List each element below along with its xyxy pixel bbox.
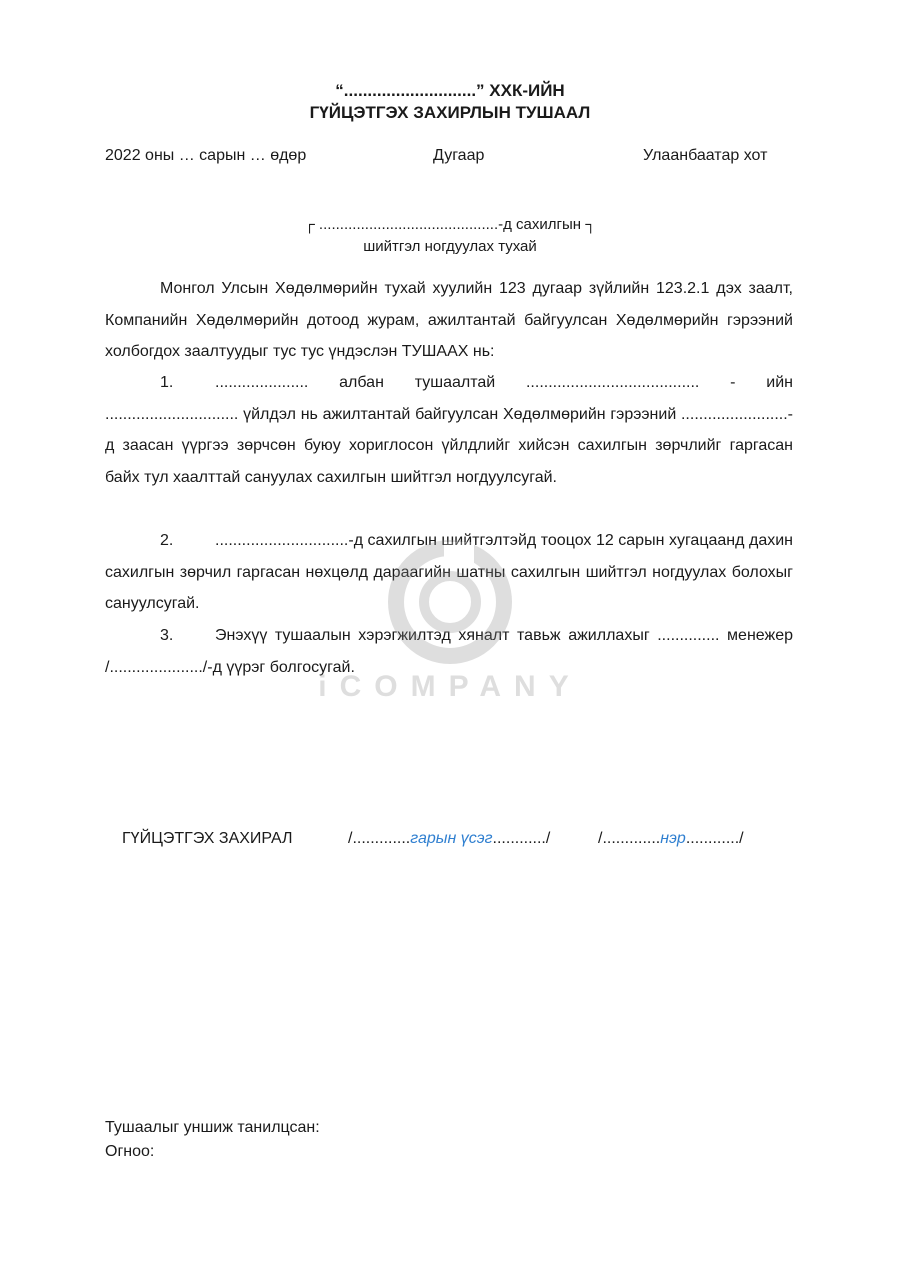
order-date: 2022 оны … сарын … өдөр xyxy=(105,147,307,164)
subject-line-2: шийтгэл ногдуулах тухай xyxy=(363,238,537,255)
item-number: 2. xyxy=(160,532,174,549)
signature-suffix: ............/ xyxy=(492,830,551,847)
signatory-role: ГҮЙЦЭТГЭХ ЗАХИРАЛ xyxy=(122,830,293,847)
name-line xyxy=(598,830,744,848)
order-city: Улаанбаатар хот xyxy=(643,147,768,164)
company-name-line: “............................” ХХК-ИЙН xyxy=(335,81,565,100)
name-suffix: ............/ xyxy=(685,830,744,847)
name-prefix: /............. xyxy=(598,830,661,847)
order-item-1 xyxy=(105,367,793,493)
subject-line-1: ┌ ...........................................-д сахилгын ┐ xyxy=(304,216,596,233)
order-item-3 xyxy=(105,620,793,683)
item-number: 3. xyxy=(160,627,174,644)
item-text: ..............................-д сахилгын шийтгэлтэйд тооцох 12 сарын хугацаанд дахин сахилгын зөрчил гаргасан нөхцөлд дараагийн шатны сахилгын шийтгэл ногдуулах болохыг сануулсугай. xyxy=(105,532,793,612)
signature-line xyxy=(348,830,550,848)
acknowledgement-line: Тушаалыг уншиж танилцсан: xyxy=(105,1119,320,1136)
signature-label: гарын үсэг xyxy=(410,830,493,847)
item-text: Энэхүү тушаалын хэрэгжилтэд хяналт тавьж ажиллахыг .............. менежер /...................../-д үүрэг болгосугай. xyxy=(105,627,793,676)
signature-prefix: /............. xyxy=(348,830,411,847)
watermark-text: iCOMPANY xyxy=(318,670,582,703)
item-text: ..................... албан тушаалтай ....................................... - ийн .............................. үйлдэл нь ажилтантай байгуулсан Хөдөлмөрийн гэрээний ........................-д заасан үүргээ зөрчсөн буюу хориглосон үйлдлийг хийсэн сахилгын зөрчлийг гаргасан байх тул хаалттай сануулах сахилгын шийтгэл ногдуулсугай. xyxy=(105,374,793,486)
order-number: Дугаар xyxy=(433,147,485,164)
intro-paragraph: Монгол Улсын Хөдөлмөрийн тухай хуулийн 123 дугаар зүйлийн 123.2.1 дэх заалт, Компанийн Хөдөлмөрийн дотоод журам, ажилтантай байгуулсан Хөдөлмөрийн гэрээний холбогдох заалтуудыг тус тус үндэслэн ТУШААХ нь: xyxy=(105,280,793,360)
acknowledgement-date: Огноо: xyxy=(105,1143,155,1160)
name-label: нэр xyxy=(660,830,686,847)
order-title: ГҮЙЦЭТГЭХ ЗАХИРЛЫН ТУШААЛ xyxy=(309,103,591,122)
order-item-2 xyxy=(105,525,793,620)
item-number: 1. xyxy=(160,374,174,391)
